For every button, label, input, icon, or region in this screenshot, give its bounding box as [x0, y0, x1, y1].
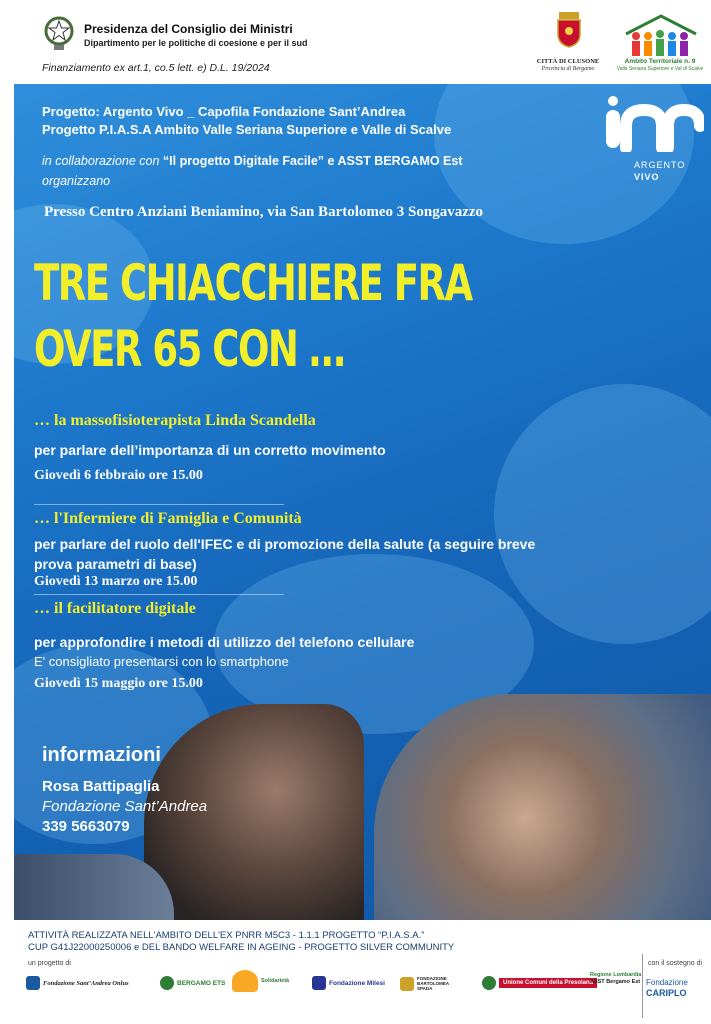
- clusone-province: Provincia di Bergamo: [541, 66, 595, 72]
- logo-fondazione-milesi: Fondazione Milesi: [312, 976, 385, 990]
- collaboration-line: [42, 154, 463, 168]
- contact-name: Rosa Battipaglia: [42, 778, 160, 795]
- argento-vivo-logo-icon: [604, 96, 704, 152]
- project-line-1: Progetto: Argento Vivo _ Capofila Fondazione Sant’Andrea: [42, 104, 406, 119]
- collab-prefix: in collaborazione con: [42, 154, 163, 168]
- event-1-title: … la massofisioterapista Linda Scandella: [34, 412, 316, 429]
- santandrea-icon: [26, 976, 40, 990]
- project-of-label: un progetto di: [28, 960, 71, 967]
- argento-logo-line-1: ARGENTO: [634, 160, 686, 170]
- logo-solidarieta: Solidarietà: [232, 970, 289, 992]
- gov-title: Presidenza del Consiglio dei Ministri: [84, 22, 293, 36]
- logo-regione-asst: Regione Lombardia ASST Bergamo Est: [590, 972, 642, 985]
- contact-organization: Fondazione Sant’Andrea: [42, 798, 208, 815]
- clusone-crest-icon: [555, 12, 583, 48]
- clusone-name: CITTÀ DI CLUSONE: [536, 58, 600, 65]
- logo-fondazione-santandrea: Fondazione Sant’Andrea Onlus: [26, 976, 129, 990]
- logo-unione-presolana: Unione Comuni della Presolana: [482, 976, 597, 990]
- footer: [0, 920, 711, 1024]
- event-1-description: per parlare dell’importanza di un corretto movimento: [34, 442, 386, 458]
- milesi-icon: [312, 976, 326, 990]
- event-3-date: Giovedì 15 maggio ore 15.00: [34, 676, 203, 691]
- cariplo-line-2: CARIPLO: [646, 988, 687, 998]
- event-2-description-cont: prova parametri di base): [34, 556, 197, 572]
- presolana-icon: [482, 976, 496, 990]
- event-3-description: per approfondire i metodi di utilizzo del telefono cellulare: [34, 634, 415, 650]
- ambito-subtitle: Valle Seriana Superiore e Val di Scalve: [616, 66, 704, 72]
- event-3-note: E' consigliato presentarsi con lo smartphone: [34, 654, 289, 669]
- footer-line-1: ATTIVITÀ REALIZZATA NELL'AMBITO DELL'EX PNRR M5C3 - 1.1.1 PROGETTO “P.I.A.S.A.”: [28, 930, 425, 941]
- gov-department: Dipartimento per le politiche di coesione e per il sud: [84, 38, 308, 48]
- photo-smartphone-use: [374, 694, 711, 920]
- info-heading: informazioni: [42, 744, 161, 766]
- event-2-title: … l'Infermiere di Famiglia e Comunità: [34, 510, 302, 527]
- decor-blob: [494, 384, 711, 644]
- contact-phone: 339 5663079: [42, 818, 130, 835]
- event-3-title: … il facilitatore digitale: [34, 600, 196, 617]
- organizers-text: organizzano: [42, 174, 111, 188]
- event-separator: [34, 594, 284, 595]
- project-line-2: Progetto P.I.A.S.A Ambito Valle Seriana Superiore e Valle di Scalve: [42, 122, 452, 137]
- spada-crest-icon: [400, 977, 414, 991]
- italian-republic-emblem-icon: [42, 14, 76, 52]
- footer-divider: [642, 954, 643, 1018]
- cariplo-line-1: Fondazione: [646, 978, 688, 987]
- funding-text: Finanziamento ex art.1, co.5 lett. e) D.L. 19/2024: [42, 62, 270, 74]
- logo-bergamo-ets: BERGAMO ETS: [160, 976, 225, 990]
- venue-text: Presso Centro Anziani Beniamino, via San Bartolomeo 3 Songavazzo: [44, 204, 484, 220]
- event-separator: [34, 504, 284, 505]
- logo-fondazione-spada: FONDAZIONE BARTOLOMEA SPADA: [400, 976, 463, 991]
- solidarieta-icon: [232, 970, 258, 992]
- headline-line-1: TRE CHIACCHIERE FRA: [34, 254, 472, 312]
- header: [0, 0, 711, 84]
- event-1-date: Giovedì 6 febbraio ore 15.00: [34, 468, 203, 483]
- ambito-name: Ambito Territoriale n. 9: [624, 58, 696, 65]
- headline-line-2: OVER 65 CON …: [34, 320, 345, 378]
- event-2-description: per parlare del ruolo dell'IFEC e di promozione della salute (a seguire breve: [34, 536, 536, 552]
- collab-partners: “Il progetto Digitale Facile” e ASST BERGAMO Est: [162, 154, 463, 168]
- support-label: con il sostegno di: [648, 960, 703, 967]
- event-2-date: Giovedì 13 marzo ore 15.00: [34, 574, 198, 589]
- poster-body: [14, 84, 711, 920]
- footer-line-2: CUP G41J22000250006 e DEL BANDO WELFARE IN AGEING - PROGETTO SILVER COMMUNITY: [28, 942, 455, 953]
- bergamo-ets-icon: [160, 976, 174, 990]
- argento-logo-line-2: VIVO: [634, 172, 660, 182]
- ambito-people-logo-icon: [622, 14, 700, 58]
